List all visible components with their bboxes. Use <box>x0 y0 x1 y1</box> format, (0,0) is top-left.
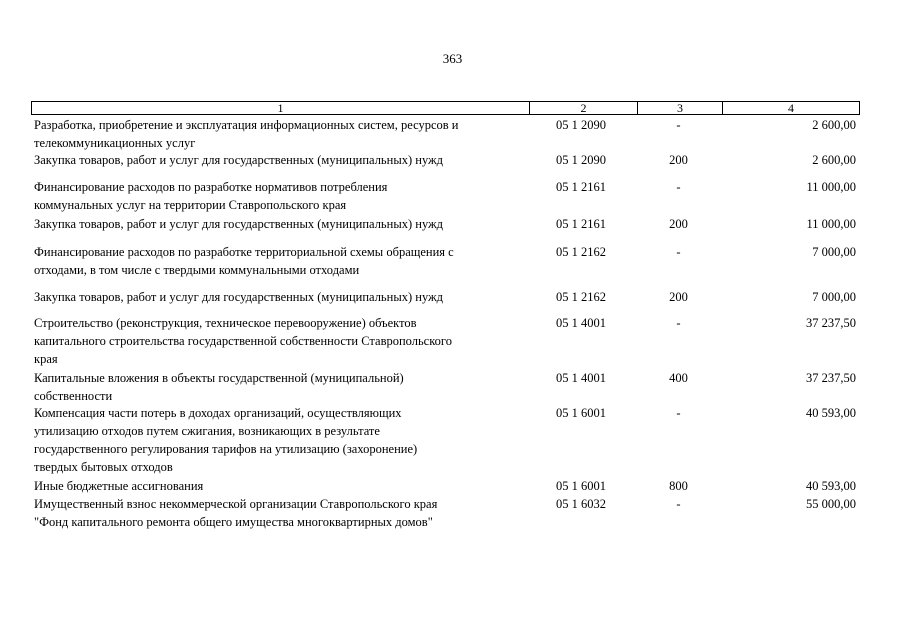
row-name <box>34 243 531 279</box>
row-name-line: утилизацию отходов путем сжигания, возникающих в результате <box>34 424 380 438</box>
row-type: - <box>676 497 681 511</box>
row-sum: 40 593,00 <box>806 479 856 493</box>
row-code: 05 1 2161 <box>556 180 606 194</box>
row-code: 05 1 6001 <box>556 479 606 493</box>
table-header <box>31 101 860 115</box>
row-type: - <box>676 245 681 259</box>
row-name-line: края <box>34 352 58 366</box>
row-type: - <box>676 406 681 420</box>
row-name-line: собственности <box>34 389 113 403</box>
row-name-line: телекоммуникационных услуг <box>34 136 196 150</box>
row-name-line: Финансирование расходов по разработке территориальной схемы обращения с <box>34 245 454 259</box>
row-name-line: Компенсация части потерь в доходах организаций, осуществляющих <box>34 406 402 420</box>
row-code: 05 1 6032 <box>556 497 606 511</box>
row-sum: 7 000,00 <box>812 290 856 304</box>
row-code: 05 1 2162 <box>556 245 606 259</box>
row-code: 05 1 2161 <box>556 217 606 231</box>
row-name-line: Закупка товаров, работ и услуг для государственных (муниципальных) нужд <box>34 217 444 231</box>
row-sum: 2 600,00 <box>812 153 856 167</box>
row-type: - <box>676 180 681 194</box>
row-name-line: Разработка, приобретение и эксплуатация информационных систем, ресурсов и <box>34 118 459 132</box>
row-name-line: Финансирование расходов по разработке нормативов потребления <box>34 180 388 194</box>
row-code: 05 1 2090 <box>556 118 606 132</box>
row-type: 200 <box>669 153 688 167</box>
row-name <box>34 178 531 214</box>
row-name-line: Закупка товаров, работ и услуг для государственных (муниципальных) нужд <box>34 290 444 304</box>
row-sum: 37 237,50 <box>806 316 856 330</box>
row-type: - <box>676 118 681 132</box>
row-sum: 40 593,00 <box>806 406 856 420</box>
row-name <box>34 215 531 233</box>
row-sum: 7 000,00 <box>812 245 856 259</box>
row-name-line: государственного регулирования тарифов на утилизацию (захоронение) <box>34 442 418 456</box>
row-name-line: Строительство (реконструкция, техническое перевооружение) объектов <box>34 316 417 330</box>
header-col-3: 3 <box>637 102 722 114</box>
row-code: 05 1 2162 <box>556 290 606 304</box>
row-name-line: Капитальные вложения в объекты государственной (муниципальной) <box>34 371 404 385</box>
row-name-line: "Фонд капитального ремонта общего имущества многоквартирных домов" <box>34 515 433 529</box>
row-sum: 11 000,00 <box>806 217 856 231</box>
row-type: 200 <box>669 217 688 231</box>
row-code: 05 1 4001 <box>556 316 606 330</box>
page-number: 363 <box>442 51 463 66</box>
row-name <box>34 288 531 306</box>
row-type: - <box>676 316 681 330</box>
row-code: 05 1 2090 <box>556 153 606 167</box>
row-name <box>34 151 531 169</box>
row-name-line: твердых бытовых отходов <box>34 460 173 474</box>
row-sum: 2 600,00 <box>812 118 856 132</box>
row-sum: 11 000,00 <box>806 180 856 194</box>
row-name-line: Имущественный взнос некоммерческой организации Ставропольского края <box>34 497 438 511</box>
row-name <box>34 116 531 152</box>
row-name-line: Иные бюджетные ассигнования <box>34 479 204 493</box>
row-sum: 55 000,00 <box>806 497 856 511</box>
row-type: 400 <box>669 371 688 385</box>
row-name <box>34 404 531 476</box>
header-col-2: 2 <box>529 102 637 114</box>
header-col-4: 4 <box>722 102 859 114</box>
row-code: 05 1 6001 <box>556 406 606 420</box>
row-name-line: отходами, в том числе с твердыми коммунальными отходами <box>34 263 360 277</box>
header-col-1: 1 <box>277 101 284 115</box>
row-type: 200 <box>669 290 688 304</box>
row-code: 05 1 4001 <box>556 371 606 385</box>
row-sum: 37 237,50 <box>806 371 856 385</box>
row-name-line: капитального строительства государственной собственности Ставропольского <box>34 334 452 348</box>
row-name <box>34 314 531 368</box>
row-name-line: коммунальных услуг на территории Ставропольского края <box>34 198 347 212</box>
row-type: 800 <box>669 479 688 493</box>
row-name <box>34 495 531 531</box>
row-name <box>34 369 531 405</box>
row-name-line: Закупка товаров, работ и услуг для государственных (муниципальных) нужд <box>34 153 444 167</box>
row-name <box>34 477 531 495</box>
